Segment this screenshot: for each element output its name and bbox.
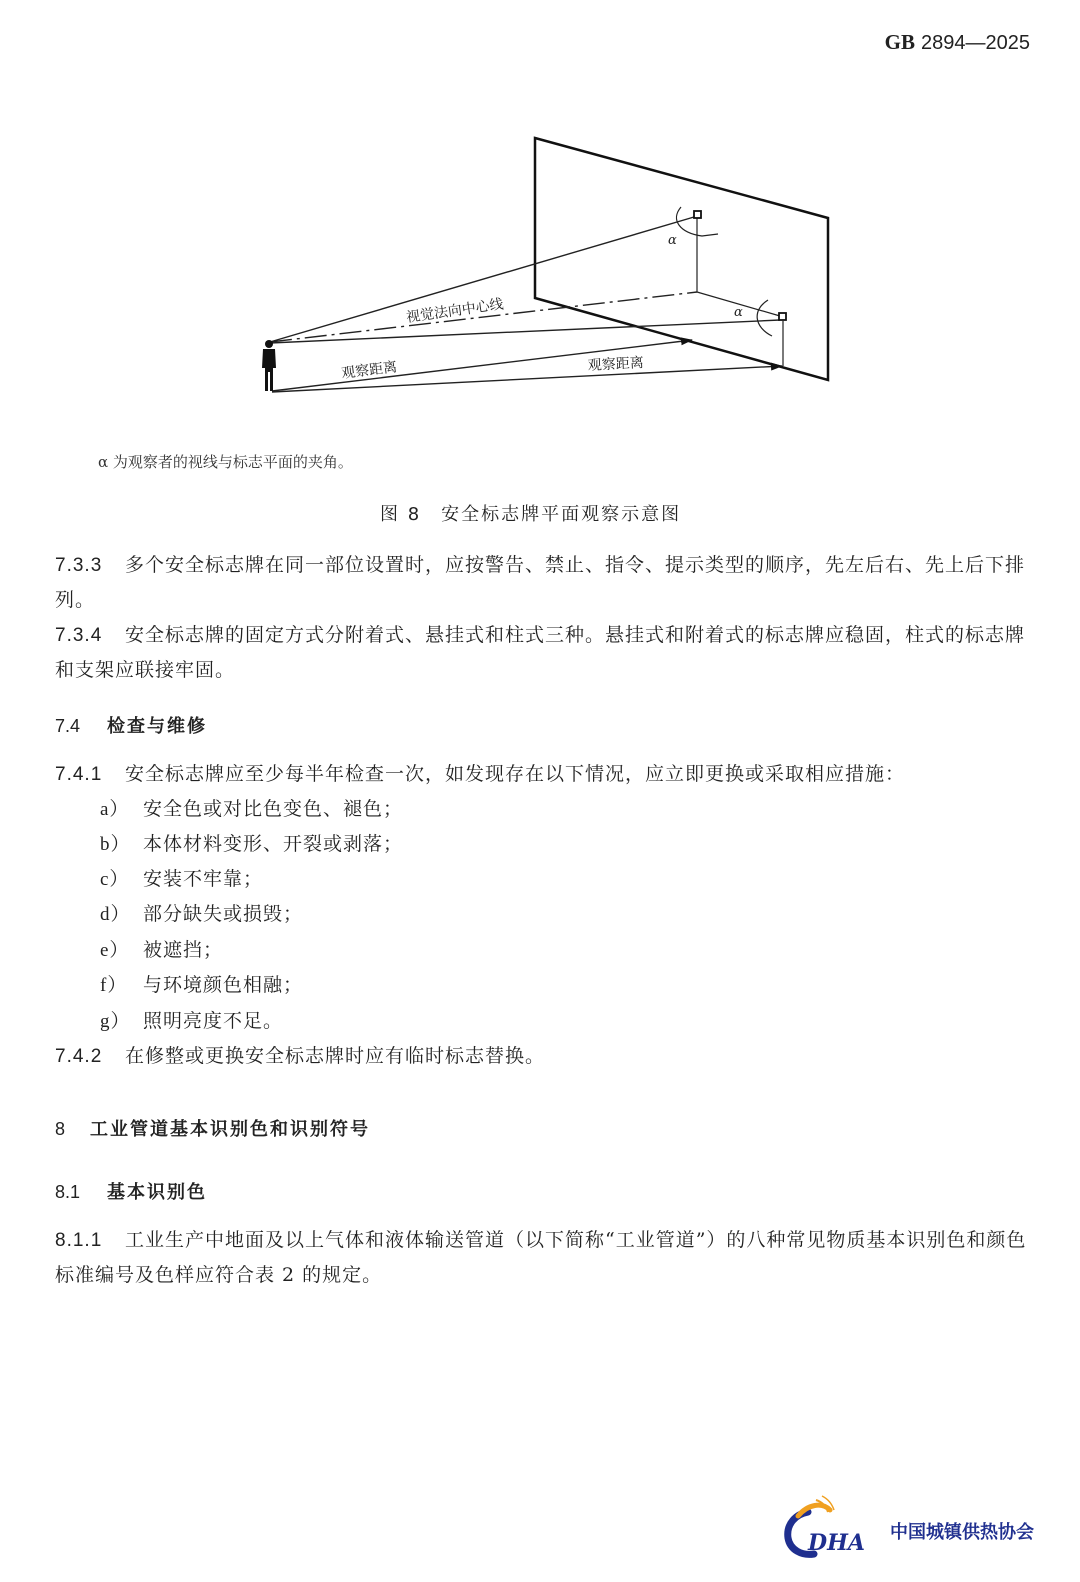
list-item [100, 792, 403, 827]
clause-number: 7.4.2 [55, 1046, 103, 1067]
list-item [100, 862, 263, 897]
svg-text:DHA: DHA [808, 1530, 865, 1556]
clause-text: 安全标志牌应至少每半年检查一次，如发现存在以下情况，应立即更换或采取相应措施： [125, 763, 906, 785]
sign-plane [535, 138, 828, 380]
clause-number: 7.4.1 [55, 764, 103, 785]
figure-note: α 为观察者的视线与标志平面的夹角。 [98, 453, 353, 471]
clause-number: 7.3.4 [55, 625, 103, 646]
list-item [100, 933, 223, 968]
clause-text: 多个安全标志牌在同一部位设置时，应按警告、禁止、指令、提示类型的顺序，先左后右、先上后下排列。 [55, 554, 1026, 611]
sight-line-lower [270, 320, 780, 343]
section-number: 8 [55, 1119, 66, 1139]
clause-7-4-2 [55, 1039, 1030, 1074]
list-item [100, 827, 403, 862]
section-heading-7-4 [55, 712, 207, 738]
item-text: 安全色或对比色变色、褪色； [143, 798, 404, 820]
section-heading-8 [55, 1115, 370, 1141]
clause-7-4-1 [55, 757, 1030, 792]
item-text: 本体材料变形、开裂或剥落； [143, 833, 404, 855]
section-heading-8-1 [55, 1178, 207, 1204]
clause-number: 7.3.3 [55, 555, 103, 576]
section-title: 检查与维修 [107, 716, 207, 737]
person-icon [262, 340, 276, 391]
item-text: 被遮挡； [143, 939, 224, 961]
item-label: b） [100, 834, 131, 855]
distance-label-left: 观察距离 [340, 359, 399, 382]
section-number: 7.4 [55, 716, 81, 736]
standard-prefix: GB [884, 30, 916, 54]
sight-line-upper [270, 217, 694, 342]
section-title: 基本识别色 [107, 1182, 207, 1203]
item-label: e） [100, 940, 130, 961]
alpha-upper-label: α [668, 233, 677, 248]
figure-caption: 图 8 安全标志牌平面观察示意图 [380, 504, 682, 525]
section-title: 工业管道基本识别色和识别符号 [90, 1119, 370, 1140]
section-number: 8.1 [55, 1182, 81, 1202]
figure-8-diagram [0, 0, 1080, 420]
clause-8-1-1 [55, 1223, 1030, 1293]
list-item [100, 1004, 283, 1039]
center-line-label: 视觉法向中心线 [405, 296, 505, 326]
clause-text: 在修整或更换安全标志牌时应有临时标志替换。 [125, 1045, 546, 1067]
upper-sign [694, 211, 701, 218]
clause-text: 安全标志牌的固定方式分附着式、悬挂式和柱式三种。悬挂式和附着式的标志牌应稳固，柱式的标志牌和支架应联接牢固。 [55, 624, 1026, 681]
alpha-lower-label: α [734, 305, 743, 320]
list-item [100, 968, 303, 1003]
standard-number: 2894—2025 [921, 32, 1030, 54]
item-label: f） [100, 975, 128, 996]
cdha-watermark-logo [778, 1490, 1048, 1570]
item-text: 与环境颜色相融； [143, 974, 304, 996]
item-text: 部分缺失或损毁； [143, 903, 304, 925]
lower-sign [779, 313, 786, 320]
distance-label-right: 观察距离 [587, 355, 645, 374]
clause-number: 8.1.1 [55, 1230, 103, 1251]
item-label: c） [100, 869, 130, 890]
clause-text: 工业生产中地面及以上气体和液体输送管道（以下简称“工业管道”）的八种常见物质基本识别色和颜色标准编号及色样应符合表 2 的规定。 [55, 1229, 1027, 1286]
item-text: 照明亮度不足。 [143, 1010, 284, 1032]
item-label: a） [100, 799, 130, 820]
clause-7-3-3 [55, 548, 1030, 618]
list-item [100, 897, 303, 932]
item-text: 安装不牢靠； [143, 868, 264, 890]
org-name: 中国城镇供热协会 [890, 1522, 1034, 1543]
lower-angle-arc [757, 300, 772, 336]
item-label: g） [100, 1011, 131, 1032]
item-label: d） [100, 904, 131, 925]
clause-7-3-4 [55, 618, 1030, 688]
